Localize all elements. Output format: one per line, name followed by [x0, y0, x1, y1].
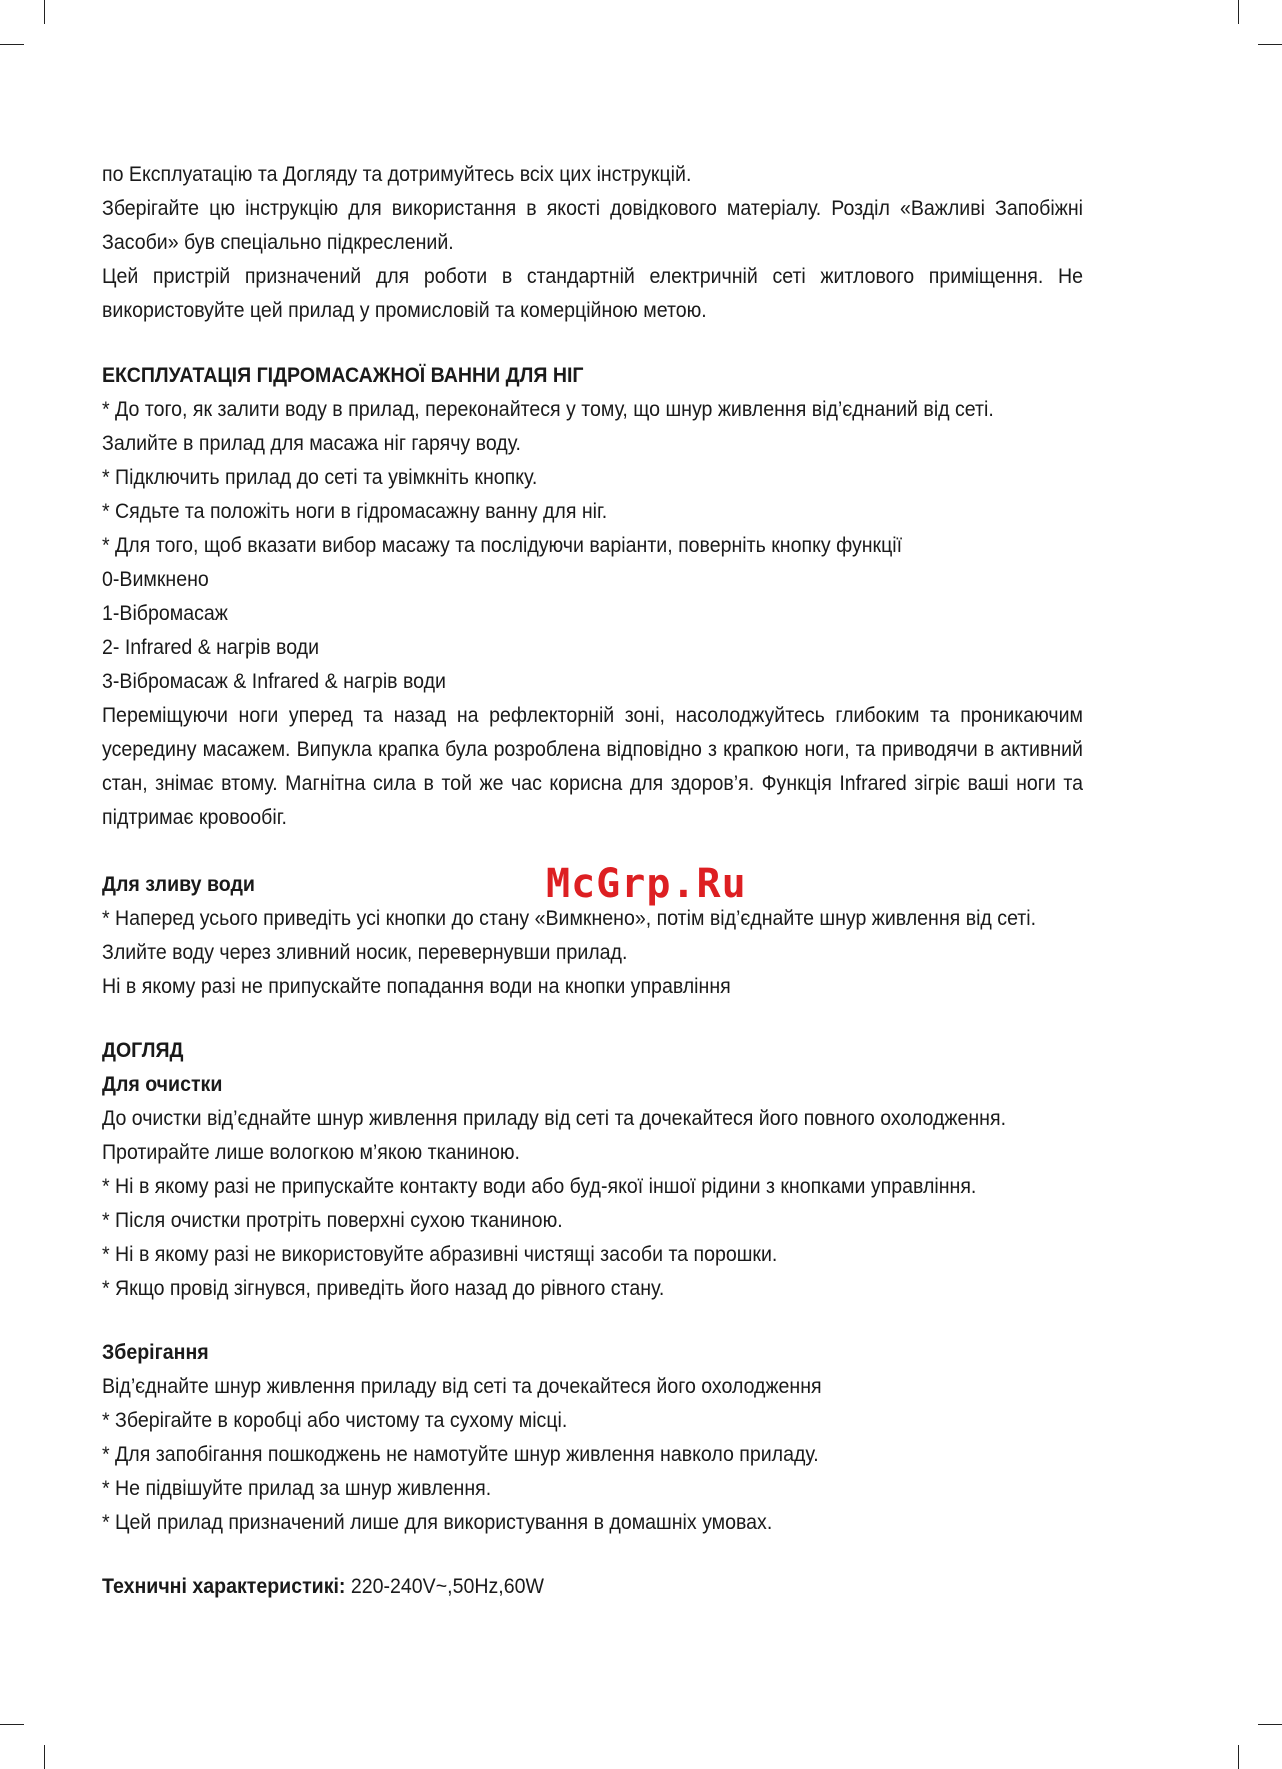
- text-line: * Підключить прилад до сеті та увімкніть кнопку.: [102, 465, 538, 489]
- crop-mark: [44, 0, 45, 24]
- operation-section: [102, 358, 1083, 834]
- crop-mark: [0, 1724, 24, 1725]
- specifications: [102, 1569, 1083, 1603]
- section-heading: Для зливу води: [102, 872, 255, 896]
- text-line: Протирайте лише вологкою м’якою тканиною.: [102, 1140, 520, 1164]
- mode-item: 2- Infrared & нагрів води: [102, 635, 320, 659]
- crop-mark: [1258, 44, 1282, 45]
- text-line: по Експлуатацію та Догляду та дотримуйтесь всіх цих інструкцій.: [102, 162, 692, 186]
- watermark-logo: McGrp.Ru: [546, 861, 747, 907]
- text-paragraph: Цей пристрій призначений для роботи в стандартній електричній сеті житлового приміщення. Не використовуйте цей прилад у промисловій та комерційною метою.: [102, 264, 1083, 322]
- text-line: Від’єднайте шнур живлення приладу від сеті та дочекайтеся його охолодження: [102, 1374, 822, 1398]
- document-page: [102, 157, 1083, 1603]
- care-section: [102, 1033, 1083, 1305]
- text-line: * Не підвішуйте прилад за шнур живлення.: [102, 1476, 492, 1500]
- section-subheading: Для очистки: [102, 1072, 223, 1096]
- text-paragraph: Переміщуючи ноги уперед та назад на рефлекторній зоні, насолоджуйтесь глибоким та проникаючим усередину масажем. Випукла крапка була розроблена відповідно з крапкою ноги, та приводячи в активний стан, знімає втому. Магнітна сила в той же час корисна для здоров’я. Функція Infrared зігріє ваші ноги та підтримає кровообіг.: [102, 703, 1083, 829]
- text-line: * Сядьте та положіть ноги в гідромасажну ванну для ніг.: [102, 499, 608, 523]
- text-line: До очистки від’єднайте шнур живлення приладу від сеті та дочекайтеся його повного охолодження.: [102, 1106, 1007, 1130]
- crop-mark: [1258, 1724, 1282, 1725]
- text-line: * Ні в якому разі не використовуйте абразивні чистящі засоби та порошки.: [102, 1242, 778, 1266]
- text-line: * Для того, щоб вказати вибор масажу та послідуючи варіанти, поверніть кнопку функції: [102, 533, 903, 557]
- text-line: * До того, як залити воду в прилад, переконайтеся у тому, що шнур живлення від’єднаний від сеті.: [102, 397, 994, 421]
- text-line: * Цей прилад призначений лише для використування в домашніх умовах.: [102, 1510, 773, 1534]
- crop-mark: [1238, 1745, 1239, 1769]
- section-heading: ЕКСПЛУАТАЦІЯ ГІДРОМАСАЖНОЇ ВАННИ ДЛЯ НІГ: [102, 363, 584, 387]
- crop-mark: [0, 44, 24, 45]
- specs-value: 220-240V~,50Hz,60W: [345, 1574, 544, 1598]
- specs-label: Техничні характеристикі:: [102, 1574, 346, 1598]
- text-line: Ні в якому разі не припускайте попадання води на кнопки управління: [102, 974, 731, 998]
- text-line: * Якщо провід зігнувся, приведіть його назад до рівного стану.: [102, 1276, 665, 1300]
- crop-mark: [44, 1745, 45, 1769]
- text-line: * Для запобігання пошкоджень не намотуйте шнур живлення навколо приладу.: [102, 1442, 819, 1466]
- mode-item: 1-Вібромасаж: [102, 601, 228, 625]
- drain-section: [102, 867, 1083, 1003]
- text-line: * Зберігайте в коробці або чистому та сухому місці.: [102, 1408, 568, 1432]
- text-line: * Після очистки протріть поверхні сухою тканиною.: [102, 1208, 563, 1232]
- text-line: Залийте в прилад для масажа ніг гарячу воду.: [102, 431, 521, 455]
- text-line: Злийте воду через зливний носик, перевернувши прилад.: [102, 940, 628, 964]
- section-heading: ДОГЛЯД: [102, 1038, 184, 1062]
- section-heading: Зберігання: [102, 1340, 209, 1364]
- storage-section: [102, 1335, 1083, 1539]
- intro-section: [102, 157, 1083, 327]
- crop-mark: [1238, 0, 1239, 24]
- text-line: * Ні в якому разі не припускайте контакту води або буд-якої іншої рідини з кнопками управління.: [102, 1174, 977, 1198]
- text-line: * Наперед усього приведіть усі кнопки до стану «Вимкнено», потім від’єднайте шнур живлення від сеті.: [102, 906, 1037, 930]
- mode-item: 0-Вимкнено: [102, 567, 209, 591]
- text-paragraph: Зберігайте цю інструкцію для використання в якості довідкового матеріалу. Розділ «Важливі Запобіжні Засоби» був спеціально підкреслений.: [102, 196, 1083, 254]
- mode-item: 3-Вібромасаж & Infrared & нагрів води: [102, 669, 446, 693]
